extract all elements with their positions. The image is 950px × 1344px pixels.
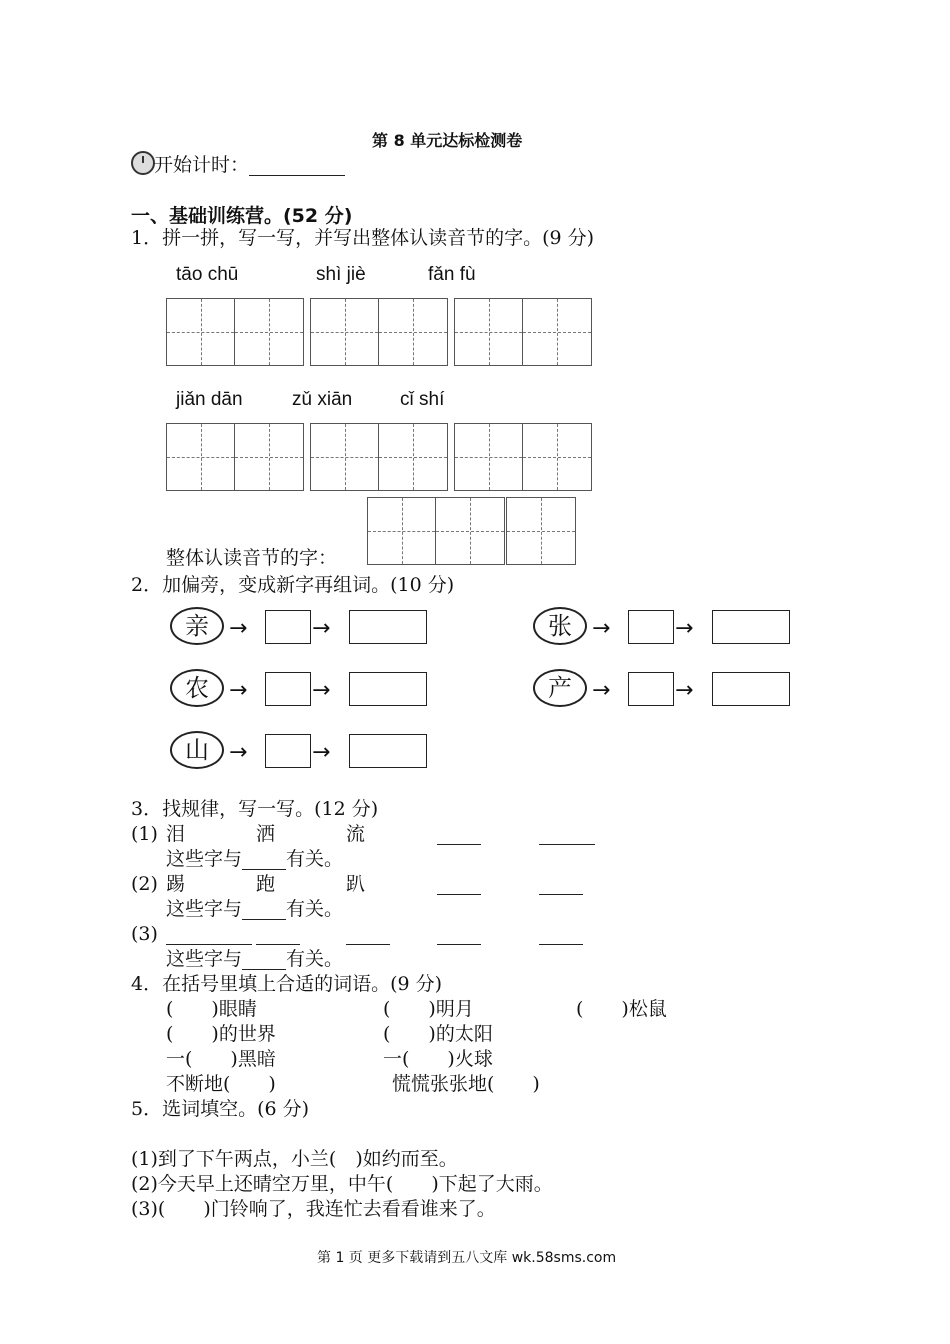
answer-box[interactable] xyxy=(712,610,790,644)
part-number: (1) xyxy=(131,823,158,845)
char: 趴 xyxy=(346,873,366,895)
answer-blank[interactable] xyxy=(242,901,286,920)
sentence: (1)到了下午两点，小兰( )如约而至。 xyxy=(131,1148,458,1170)
answer-blank[interactable] xyxy=(346,926,390,945)
char: 踢 xyxy=(166,873,186,895)
arrow-icon: → xyxy=(229,616,248,641)
whole-syllable-label: 整体认读音节的字： xyxy=(166,547,338,569)
answer-blank[interactable] xyxy=(539,876,583,895)
char-circle: 山 xyxy=(170,731,224,769)
fill-item: ( )明月 xyxy=(383,998,474,1020)
question-1: 1．拼一拼，写一写，并写出整体认读音节的字。(9 分) xyxy=(131,227,595,249)
page-title: 第 8 单元达标检测卷 xyxy=(372,131,523,150)
writing-grid[interactable] xyxy=(454,298,592,366)
answer-box[interactable] xyxy=(349,610,427,644)
answer-blank[interactable] xyxy=(539,826,595,845)
char-circle: 张 xyxy=(533,607,587,645)
fill-item: 不断地( ) xyxy=(166,1073,276,1095)
relate-text: 有关。 xyxy=(286,948,344,970)
writing-grid[interactable] xyxy=(166,298,304,366)
part-number: (2) xyxy=(131,873,158,895)
pinyin-5: zǔ xiān xyxy=(292,389,353,410)
answer-blank[interactable] xyxy=(242,951,286,970)
char-circle: 农 xyxy=(170,669,224,707)
writing-grid[interactable] xyxy=(310,423,448,491)
arrow-icon: → xyxy=(312,740,331,765)
writing-grid[interactable] xyxy=(506,497,576,565)
arrow-icon: → xyxy=(592,616,611,641)
arrow-icon: → xyxy=(312,616,331,641)
answer-blank[interactable] xyxy=(437,926,481,945)
answer-box[interactable] xyxy=(349,734,427,768)
char: 跑 xyxy=(256,873,276,895)
relate-line xyxy=(166,948,343,970)
writing-grid[interactable] xyxy=(367,497,505,565)
fill-item: 一( )黑暗 xyxy=(166,1048,276,1070)
answer-box[interactable] xyxy=(265,734,311,768)
timer-label xyxy=(154,154,345,176)
answer-box[interactable] xyxy=(265,610,311,644)
answer-box[interactable] xyxy=(712,672,790,706)
answer-box[interactable] xyxy=(265,672,311,706)
relate-text: 这些字与 xyxy=(166,898,243,920)
relate-text: 这些字与 xyxy=(166,848,243,870)
answer-blank[interactable] xyxy=(539,926,583,945)
section-heading: 一、基础训练营。(52 分) xyxy=(131,205,353,227)
pinyin-4: jiǎn dān xyxy=(176,389,243,410)
writing-grid[interactable] xyxy=(166,423,304,491)
question-3: 3．找规律，写一写。(12 分) xyxy=(131,798,379,820)
pinyin-6: cǐ shí xyxy=(400,389,445,410)
sentence: (2)今天早上还晴空万里，中午( )下起了大雨。 xyxy=(131,1173,553,1195)
fill-item: 慌慌张张地( ) xyxy=(392,1073,540,1095)
relate-line xyxy=(166,898,343,920)
answer-box[interactable] xyxy=(628,610,674,644)
arrow-icon: → xyxy=(229,740,248,765)
arrow-icon: → xyxy=(229,678,248,703)
char-circle: 亲 xyxy=(170,607,224,645)
pinyin-3: fǎn fù xyxy=(428,264,476,285)
pinyin-2: shì jiè xyxy=(316,264,366,285)
fill-item: ( )的太阳 xyxy=(383,1023,493,1045)
char: 洒 xyxy=(256,823,276,845)
question-5: 5．选词填空。(6 分) xyxy=(131,1098,310,1120)
part-number: (3) xyxy=(131,923,158,945)
answer-box[interactable] xyxy=(349,672,427,706)
fill-item: 一( )火球 xyxy=(383,1048,493,1070)
arrow-icon: → xyxy=(675,616,694,641)
timer-text: 开始计时： xyxy=(154,154,250,176)
relate-text: 有关。 xyxy=(286,848,344,870)
char: 流 xyxy=(346,823,366,845)
answer-blank[interactable] xyxy=(437,876,481,895)
timer-blank[interactable] xyxy=(249,157,345,176)
question-2: 2．加偏旁，变成新字再组词。(10 分) xyxy=(131,574,455,596)
relate-text: 有关。 xyxy=(286,898,344,920)
clock-icon xyxy=(131,151,155,175)
answer-blank[interactable] xyxy=(242,851,286,870)
sentence: (3)( )门铃响了，我连忙去看看谁来了。 xyxy=(131,1198,496,1220)
char-circle: 产 xyxy=(533,669,587,707)
arrow-icon: → xyxy=(675,678,694,703)
fill-item: ( )眼睛 xyxy=(166,998,257,1020)
relate-text: 这些字与 xyxy=(166,948,243,970)
answer-blank[interactable] xyxy=(437,826,481,845)
writing-grid[interactable] xyxy=(310,298,448,366)
question-4: 4．在括号里填上合适的词语。(9 分) xyxy=(131,973,443,995)
pinyin-1: tāo chū xyxy=(176,264,239,285)
page-footer: 第 1 页 更多下载请到五八文库 wk.58sms.com xyxy=(317,1250,617,1266)
fill-item: ( )的世界 xyxy=(166,1023,276,1045)
writing-grid[interactable] xyxy=(454,423,592,491)
answer-box[interactable] xyxy=(628,672,674,706)
answer-blank[interactable] xyxy=(166,926,252,945)
answer-blank[interactable] xyxy=(256,926,300,945)
char: 泪 xyxy=(166,823,186,845)
fill-item: ( )松鼠 xyxy=(576,998,667,1020)
relate-line xyxy=(166,848,343,870)
arrow-icon: → xyxy=(592,678,611,703)
arrow-icon: → xyxy=(312,678,331,703)
